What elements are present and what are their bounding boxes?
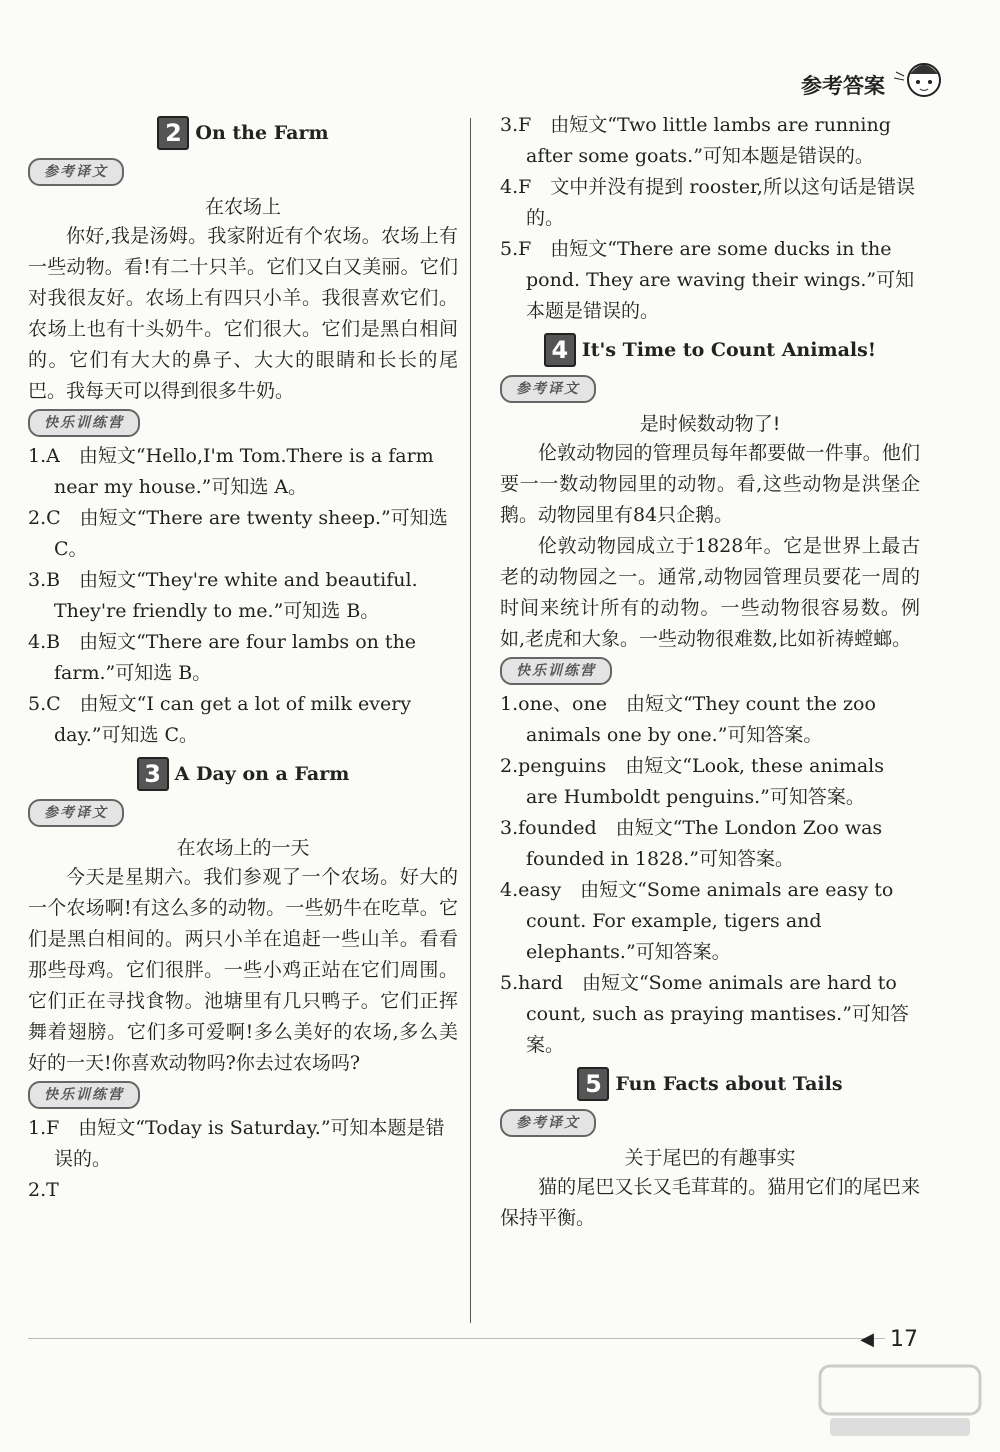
answer-item: 4.B 由短文“There are four lambs on the farm.”可知选 B。 — [28, 631, 417, 684]
reference-translation-badge: 参考译文 — [500, 1109, 596, 1137]
translation-paragraph: 今天是星期六。我们参观了一个农场。好大的一个农场啊!有这么多的动物。一些奶牛在吃草。它们是黑白相间的。两只小羊在追赶一些山羊。看看那些母鸡。它们很胖。一些小鸡正站在它们周围。它们正在寻找食物。池塘里有几只鸭子。它们正挥舞着翅膀。它们多可爱啊!多么美好的农场,多么美好的一天!你喜欢动物吗?你去过农场吗? — [28, 866, 458, 1074]
translation-paragraph: 伦敦动物园的管理员每年都要做一件事。他们要一一数动物园里的动物。看,这些动物是洪堡企鹅。动物园里有84只企鹅。 — [500, 442, 920, 526]
translation-paragraph: 猫的尾巴又长又毛茸茸的。猫用它们的尾巴来保持平衡。 — [500, 1176, 920, 1229]
section-title: Fun Facts about Tails — [615, 1073, 843, 1095]
answer-item: 3.B 由短文“They're white and beautiful. They're friendly to me.”可知选 B。 — [28, 569, 418, 622]
translation-title: 在农场上 — [204, 196, 281, 218]
answer-item: 1.one、one 由短文“They count the zoo animals one by one.”可知答案。 — [500, 693, 876, 746]
answer-item: 1.A 由短文“Hello,I'm Tom.There is a farm near my house.”可知选 A。 — [28, 445, 434, 498]
practice-badge: 快乐训练营 — [28, 1081, 140, 1109]
answer-item: 2.penguins 由短文“Look, these animals are Humboldt penguins.”可知答案。 — [500, 755, 884, 808]
header-title: 参考答案 — [801, 74, 885, 98]
mascot-icon — [890, 52, 950, 104]
reference-translation-badge: 参考译文 — [500, 375, 596, 403]
answer-item: 3.founded 由短文“The London Zoo was founded in 1828.”可知答案。 — [500, 817, 883, 870]
section-title: A Day on a Farm — [174, 763, 350, 785]
answer-item: 5.hard 由短文“Some animals are hard to count, such as praying mantises.”可知答案。 — [500, 972, 909, 1056]
translation-paragraph: 你好,我是汤姆。我家附近有个农场。农场上有一些动物。看!有二十只羊。它们又白又美丽。它们对我很友好。农场上有四只小羊。我很喜欢它们。农场上也有十头奶牛。它们很大。它们是黑白相间的。它们有大大的鼻子、大大的眼睛和长长的尾巴。我每天可以得到很多牛奶。 — [28, 225, 458, 402]
section-2-heading — [28, 116, 458, 150]
translation-title: 关于尾巴的有趣事实 — [624, 1147, 796, 1169]
practice-badge: 快乐训练营 — [500, 657, 612, 685]
column-divider — [470, 118, 471, 1323]
arrow-left-icon: ◀ — [860, 1329, 874, 1350]
reference-translation-badge: 参考译文 — [28, 799, 124, 827]
footer-rule — [28, 1338, 885, 1339]
section-number: 4 — [544, 333, 576, 367]
answer-item: 2.C 由短文“There are twenty sheep.”可知选 C。 — [28, 507, 448, 560]
translation-title: 在农场上的一天 — [176, 837, 310, 859]
watermark-logo — [816, 1362, 984, 1440]
section-number: 3 — [137, 757, 169, 791]
section-5-heading — [500, 1067, 920, 1101]
section-4-heading — [500, 333, 920, 367]
section-title: On the Farm — [195, 122, 329, 144]
practice-badge: 快乐训练营 — [28, 409, 140, 437]
translation-title: 是时候数动物了! — [639, 413, 781, 435]
answer-item: 4.F 文中并没有提到 rooster,所以这句话是错误的。 — [500, 176, 915, 229]
left-column — [28, 110, 458, 1206]
page-number: 17 — [890, 1327, 918, 1352]
answer-item: 1.F 由短文“Today is Saturday.”可知本题是错误的。 — [28, 1117, 445, 1170]
answer-item: 4.easy 由短文“Some animals are easy to count. For example, tigers and elephants.”可知答案。 — [500, 879, 894, 963]
answer-item: 5.F 由短文“There are some ducks in the pond. They are waving their wings.”可知本题是错误的。 — [500, 238, 915, 322]
answer-item: 5.C 由短文“I can get a lot of milk every day.”可知选 C。 — [28, 693, 412, 746]
reference-translation-badge: 参考译文 — [28, 158, 124, 186]
answer-item: 3.F 由短文“Two little lambs are running after some goats.”可知本题是错误的。 — [500, 114, 891, 167]
answer-item: 2.T — [28, 1179, 59, 1201]
section-3-heading — [28, 757, 458, 791]
translation-paragraph: 伦敦动物园成立于1828年。它是世界上最古老的动物园之一。通常,动物园管理员要花一周的时间来统计所有的动物。一些动物很容易数。例如,老虎和大象。一些动物很难数,比如祈祷螳螂。 — [500, 535, 920, 650]
section-title: It's Time to Count Animals! — [581, 339, 877, 361]
section-number: 2 — [157, 116, 189, 150]
section-number: 5 — [577, 1067, 609, 1101]
right-column — [500, 110, 920, 1234]
